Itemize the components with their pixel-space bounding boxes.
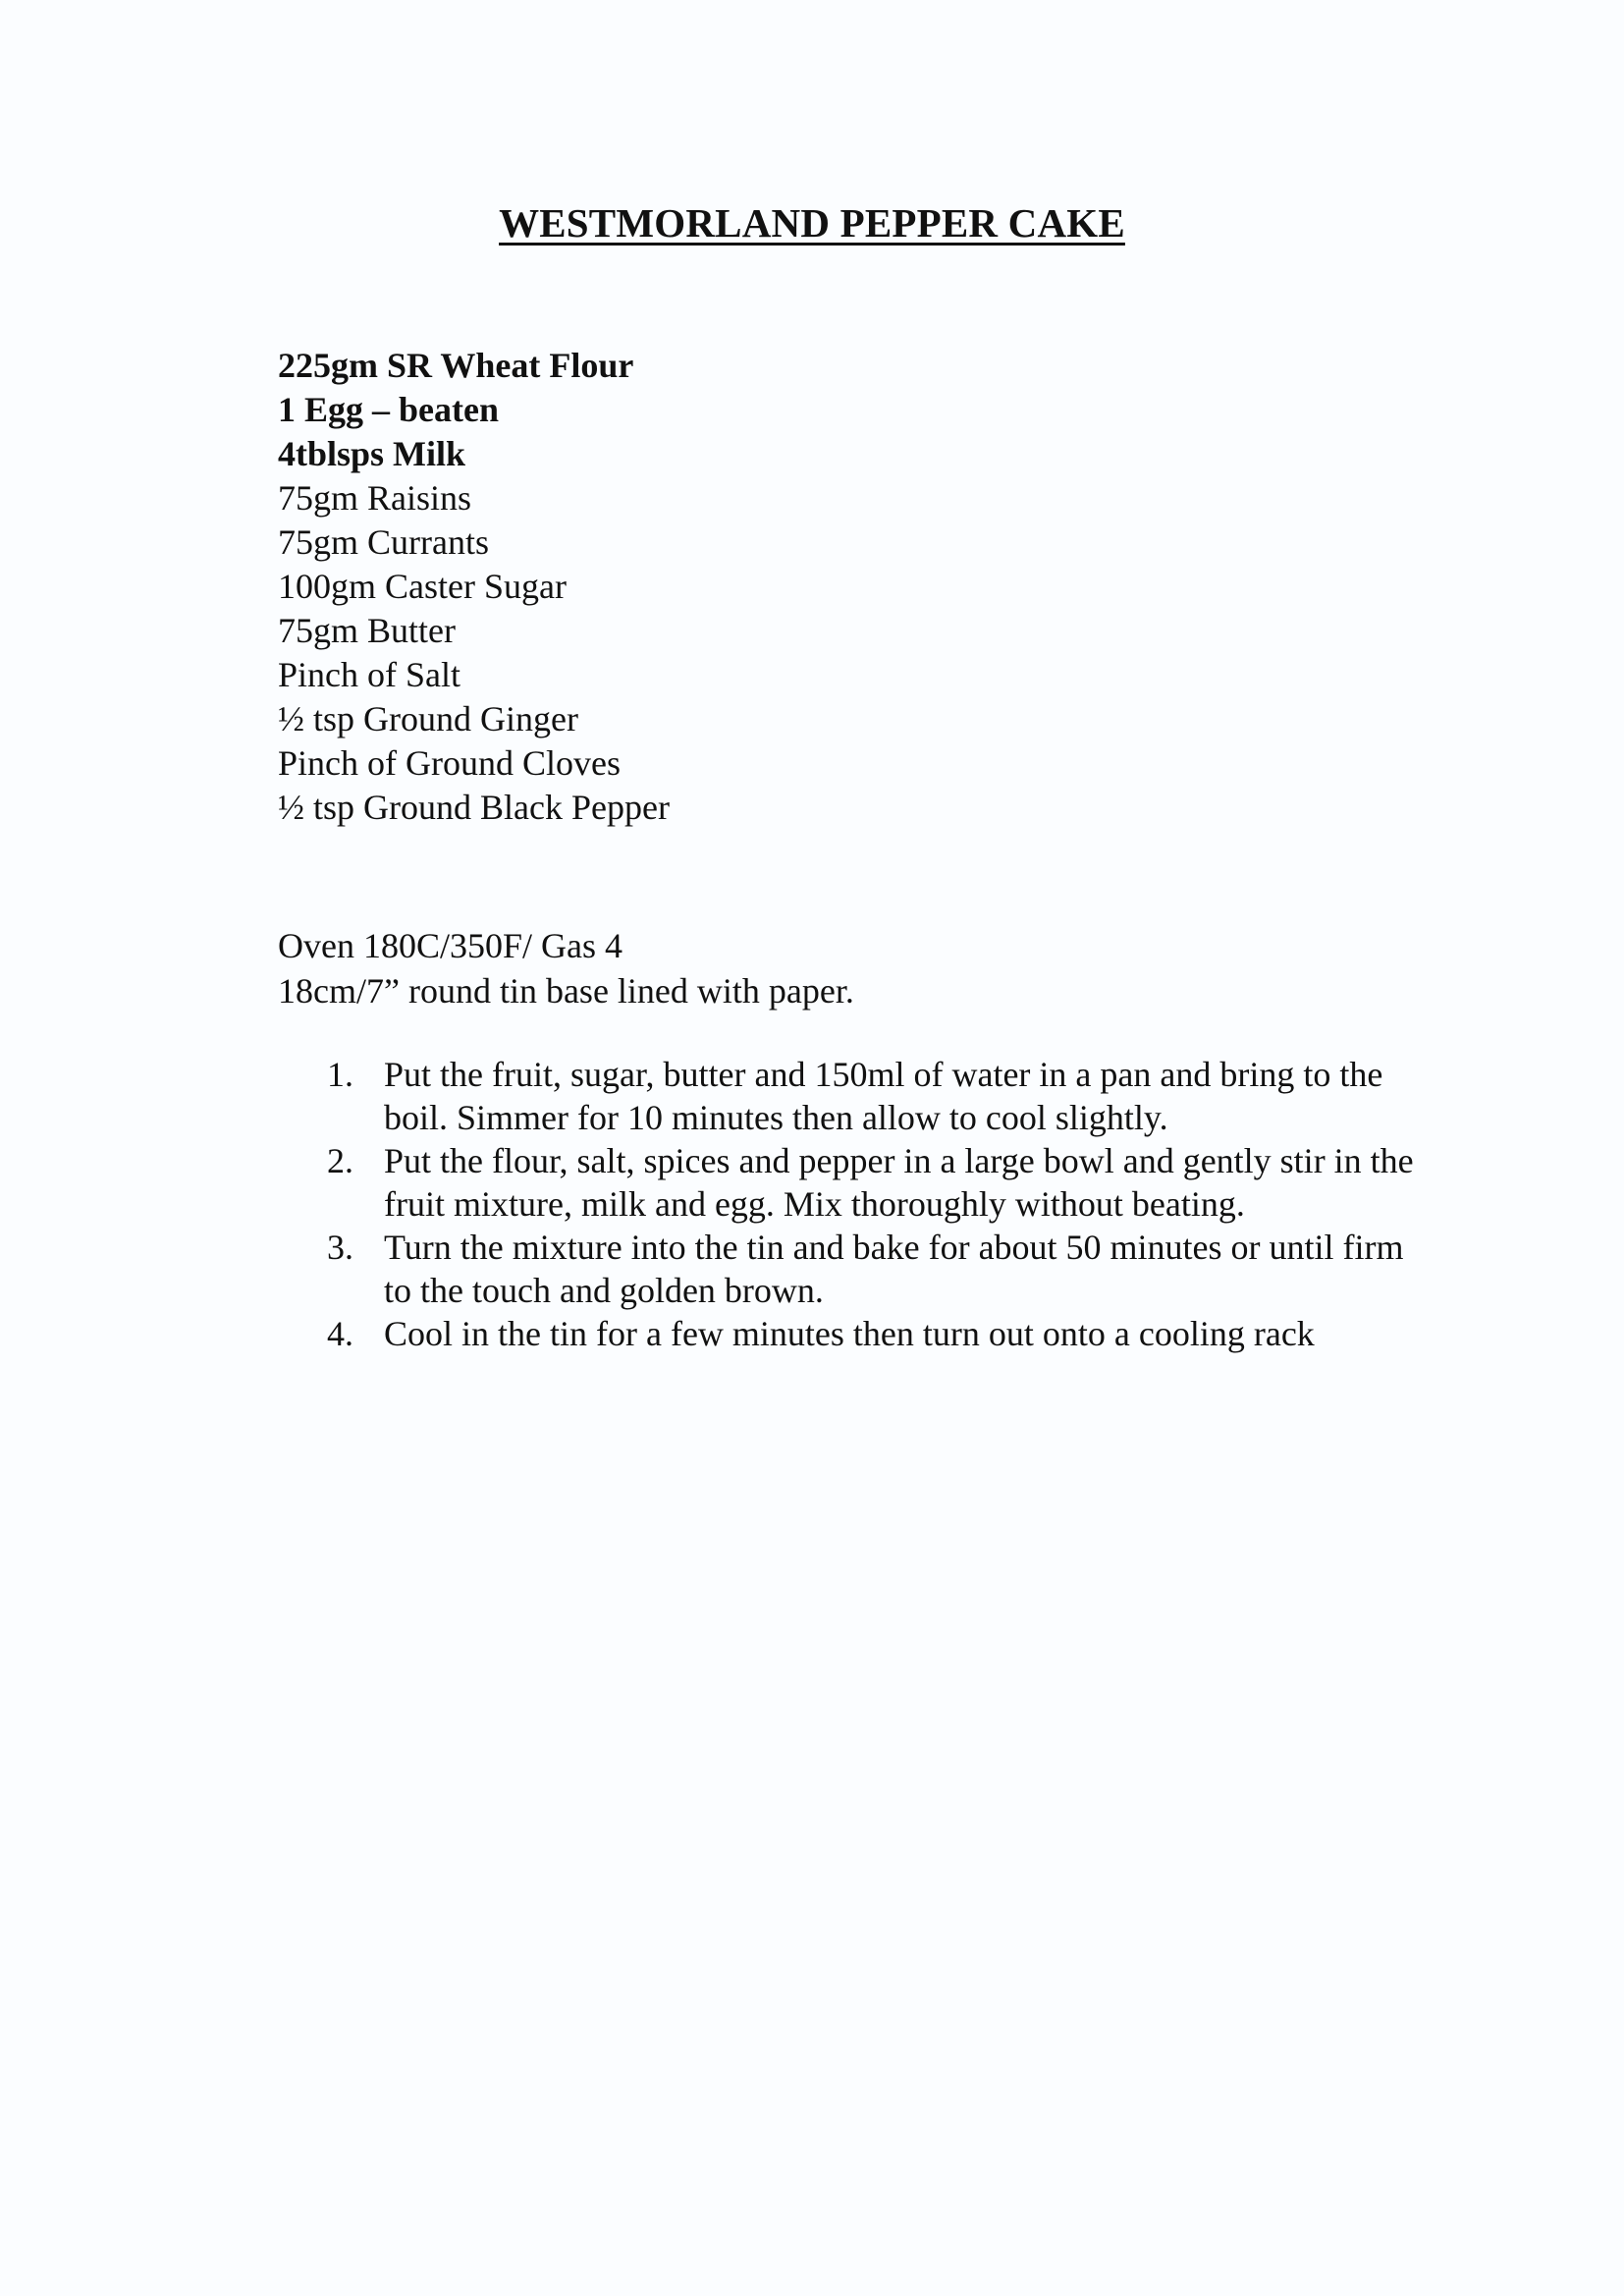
ingredient-item: ½ tsp Ground Ginger (278, 699, 578, 738)
ingredient-item: 75gm Raisins (278, 478, 472, 518)
oven-instructions (278, 923, 854, 1013)
oven-temperature: Oven 180C/350F/ Gas 4 (278, 926, 623, 965)
tin-description: 18cm/7” round tin base lined with paper. (278, 971, 854, 1011)
step-number: 1. (327, 1055, 353, 1094)
step-number: 2. (327, 1141, 353, 1180)
step-number: 3. (327, 1228, 353, 1267)
step-text: Put the flour, salt, spices and pepper in a large bowl and gently stir in the fruit mixture, milk and egg. Mix thoroughly without beating. (384, 1141, 1414, 1224)
step-text: Turn the mixture into the tin and bake for about 50 minutes or until firm to the touch and golden brown. (384, 1228, 1404, 1310)
ingredient-item: 4tblsps Milk (278, 434, 466, 473)
method-list (327, 1053, 1436, 1355)
ingredients-list (278, 344, 670, 830)
ingredient-item: 100gm Caster Sugar (278, 567, 567, 606)
method-step (327, 1053, 1436, 1139)
step-number: 4. (327, 1314, 353, 1353)
page-title: WESTMORLAND PEPPER CAKE (499, 200, 1125, 246)
method-step (327, 1226, 1436, 1312)
ingredient-item: 225gm SR Wheat Flour (278, 346, 634, 385)
ingredient-item: 75gm Butter (278, 611, 456, 650)
ingredient-item: Pinch of Salt (278, 655, 460, 694)
step-text: Put the fruit, sugar, butter and 150ml of water in a pan and bring to the boil. Simmer for 10 minutes then allow to cool slightly. (384, 1055, 1383, 1137)
step-text: Cool in the tin for a few minutes then turn out onto a cooling rack (384, 1314, 1315, 1353)
ingredient-item: ½ tsp Ground Black Pepper (278, 788, 670, 827)
method-step (327, 1139, 1436, 1226)
ingredient-item: 75gm Currants (278, 522, 489, 562)
method-step (327, 1312, 1436, 1355)
ingredient-item: 1 Egg – beaten (278, 390, 499, 429)
ingredient-item: Pinch of Ground Cloves (278, 743, 621, 783)
